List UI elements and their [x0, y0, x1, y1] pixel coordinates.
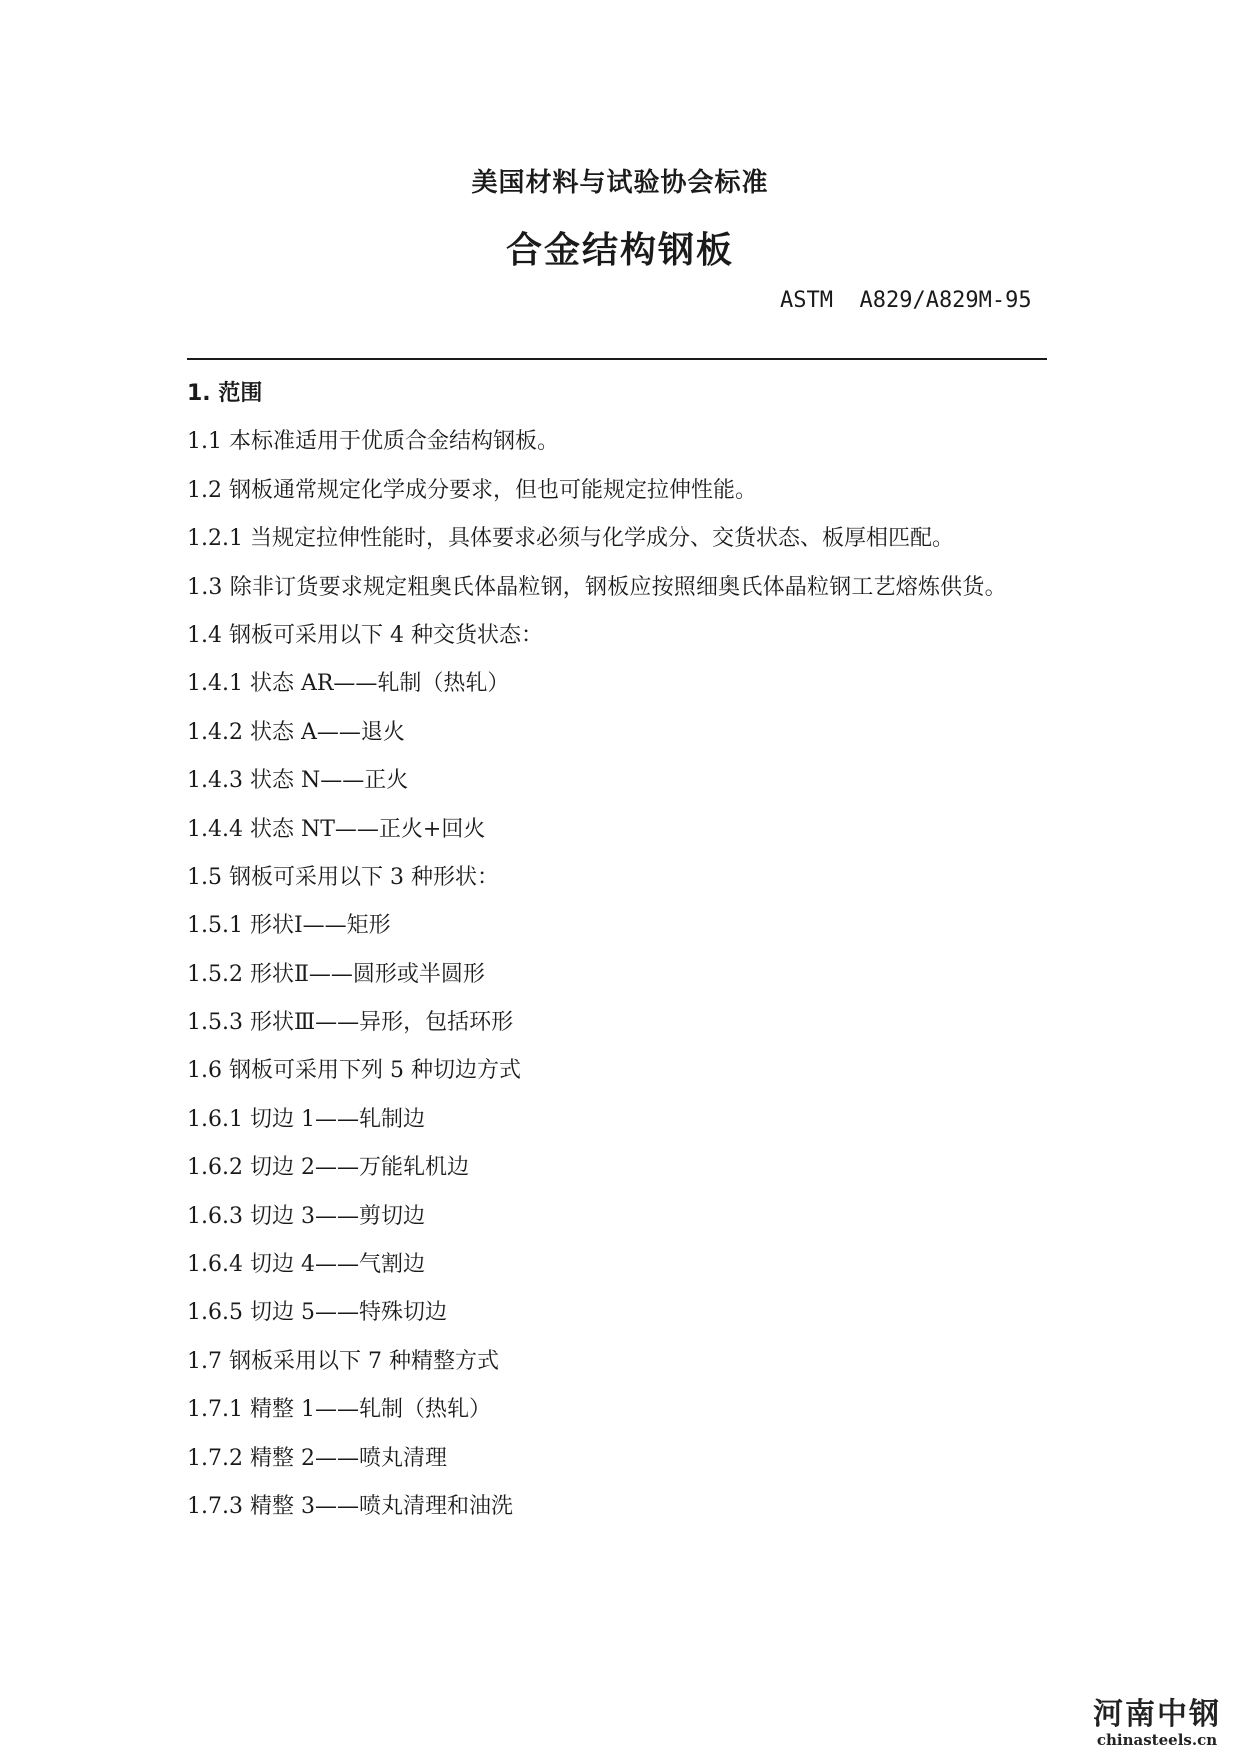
- clause-1-4-2: 1.4.2 状态 A——退火: [187, 719, 405, 745]
- clause-1-7-3: 1.7.3 精整 3——喷丸清理和油洗: [187, 1494, 513, 1519]
- section-heading-scope: 1. 范围: [187, 381, 263, 406]
- clause-1-6-4: 1.6.4 切边 4——气割边: [187, 1252, 425, 1278]
- clause-1-4-4: 1.4.4 状态 NT——正火+回火: [187, 816, 486, 842]
- watermark: [1082, 1698, 1232, 1748]
- clause-1-2-1: 1.2.1 当规定拉伸性能时，具体要求必须与化学成分、交货状态、板厚相匹配。: [187, 526, 954, 552]
- clause-1-6: 1.6 钢板可采用下列 5 种切边方式: [187, 1058, 521, 1084]
- watermark-url: chinasteels.cn: [1096, 1731, 1218, 1749]
- clause-1-6-3: 1.6.3 切边 3——剪切边: [187, 1203, 425, 1229]
- document-body: [187, 370, 1047, 1531]
- clause-1-3: 1.3 除非订货要求规定粗奥氏体晶粒钢，钢板应按照细奥氏体晶粒钢工艺熔炼供货。: [187, 574, 1007, 600]
- clause-1-5-2: 1.5.2 形状Ⅱ——圆形或半圆形: [187, 961, 485, 987]
- clause-1-2: 1.2 钢板通常规定化学成分要求，但也可能规定拉伸性能。: [187, 477, 757, 503]
- clause-1-7-2: 1.7.2 精整 2——喷丸清理: [187, 1445, 447, 1471]
- clause-1-7: 1.7 钢板采用以下 7 种精整方式: [187, 1348, 499, 1374]
- clause-1-4-3: 1.4.3 状态 N——正火: [187, 768, 409, 794]
- clause-1-6-1: 1.6.1 切边 1——轧制边: [187, 1106, 425, 1132]
- clause-1-5-1: 1.5.1 形状Ⅰ——矩形: [187, 913, 391, 939]
- clause-1-6-5: 1.6.5 切边 5——特殊切边: [187, 1300, 447, 1326]
- clause-1-7-1: 1.7.1 精整 1——轧制（热轧）: [187, 1397, 491, 1423]
- organization-title: 美国材料与试验协会标准: [471, 168, 769, 198]
- clause-1-4: 1.4 钢板可采用以下 4 种交货状态：: [187, 622, 543, 648]
- clause-1-5: 1.5 钢板可采用以下 3 种形状：: [187, 864, 499, 890]
- watermark-logo: 河南中钢: [1093, 1697, 1221, 1732]
- clause-1-4-1: 1.4.1 状态 AR——轧制（热轧）: [187, 671, 510, 697]
- clause-1-1: 1.1 本标准适用于优质合金结构钢板。: [187, 429, 559, 455]
- header-divider: [187, 358, 1047, 360]
- clause-1-6-2: 1.6.2 切边 2——万能轧机边: [187, 1155, 469, 1181]
- standard-code: ASTM A829/A829M-95: [780, 288, 1032, 313]
- clause-1-5-3: 1.5.3 形状Ⅲ——异形，包括环形: [187, 1010, 514, 1036]
- document-title: 合金结构钢板: [505, 230, 734, 271]
